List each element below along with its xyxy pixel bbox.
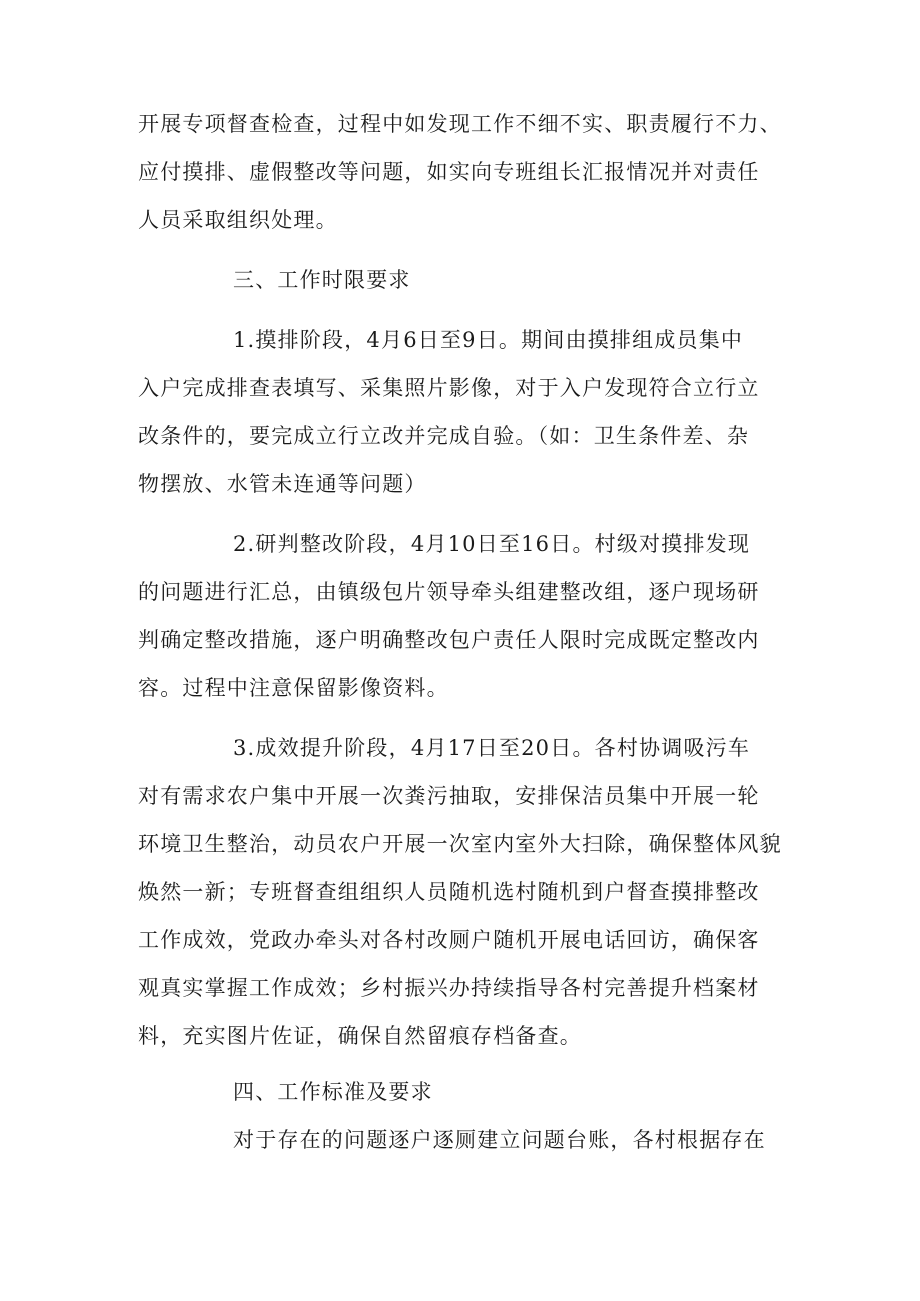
section-heading-4: 四、工作标准及要求 [233, 1080, 433, 1104]
paragraph-line: 的问题进行汇总，由镇级包片领导牵头组建整改组，逐户现场研 [138, 580, 760, 604]
paragraph-line: 人员采取组织处理。 [138, 208, 338, 232]
paragraph-line: 3.成效提升阶段，4月17日至20日。各村协调吸污车 [233, 736, 751, 760]
paragraph-line: 1.摸排阶段，4月6日至9日。期间由摸排组成员集中 [233, 328, 744, 352]
paragraph-line: 开展专项督查检查，过程中如发现工作不细不实、职责履行不力、 [138, 112, 782, 136]
paragraph-line: 容。过程中注意保留影像资料。 [138, 676, 449, 700]
paragraph-line: 对于存在的问题逐户逐厕建立问题台账，各村根据存在 [233, 1128, 766, 1152]
paragraph-line: 入户完成排查表填写、采集照片影像，对于入户发现符合立行立 [138, 376, 760, 400]
section-heading-3: 三、工作时限要求 [233, 268, 411, 292]
paragraph-line: 判确定整改措施，逐户明确整改包户责任人限时完成既定整改内 [138, 628, 760, 652]
paragraph-line: 料，充实图片佐证，确保自然留痕存档备查。 [138, 1024, 582, 1048]
paragraph-line: 观真实掌握工作成效；乡村振兴办持续指导各村完善提升档案材 [138, 976, 760, 1000]
paragraph-line: 改条件的，要完成立行立改并完成自验。（如：卫生条件差、杂 [138, 424, 750, 448]
paragraph-line: 物摆放、水管未连通等问题） [138, 472, 427, 496]
paragraph-line: 对有需求农户集中开展一次粪污抽取，安排保洁员集中开展一轮 [138, 784, 760, 808]
paragraph-line: 工作成效，党政办牵头对各村改厕户随机开展电话回访，确保客 [138, 928, 760, 952]
paragraph-line: 2.研判整改阶段，4月10日至16日。村级对摸排发现 [233, 532, 751, 556]
paragraph-line: 应付摸排、虚假整改等问题，如实向专班组长汇报情况并对责任 [138, 160, 760, 184]
paragraph-line: 焕然一新；专班督查组组织人员随机选村随机到户督查摸排整改 [138, 880, 760, 904]
paragraph-line: 环境卫生整治，动员农户开展一次室内室外大扫除，确保整体风貌 [138, 832, 782, 856]
